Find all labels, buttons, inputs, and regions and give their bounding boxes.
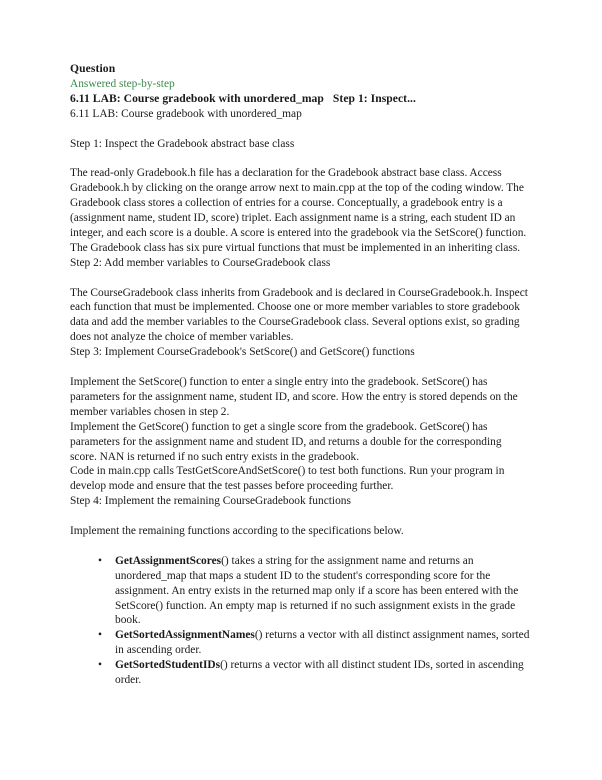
step3-body-2: Implement the GetScore() function to get a single score from the gradebook. GetScore() has parameters for the assignment name and student ID, and returns a double for the corresponding score. NAN is returned if no such entry exists in the gradebook. [70,420,505,463]
step3-heading: Step 3: Implement CourseGradebook's SetScore() and GetScore() functions [70,346,415,359]
list-item [70,658,530,688]
step1-extra: The Gradebook class has six pure virtual functions that must be implemented in an inheriting class. [70,241,521,254]
function-suffix: () [220,659,228,672]
step1-heading: Step 1: Inspect the Gradebook abstract base class [70,137,295,150]
function-name: GetSortedStudentIDs [115,659,221,672]
list-item-text [115,628,533,658]
function-description: takes a string for the assignment name and returns an unordered_map that maps a student ID to the student's corresponding score for the assignment. An entry exists in the returned map only if a score has been entered with the SetScore() function. An empty map is returned if no such assignment exists in the grade book. [115,554,522,627]
function-suffix: () [221,554,229,567]
spacer [70,539,530,554]
function-name: GetSortedAssignmentNames [115,629,255,642]
list-item-text [115,554,530,629]
lab-subtitle: 6.11 LAB: Course gradebook with unordered_map [70,107,302,120]
function-description: returns a vector with all distinct student IDs, sorted in ascending order. [115,659,527,687]
function-spec-list [70,554,533,688]
bullet-icon: • [98,554,102,567]
step4-body: Implement the remaining functions according to the specifications below. [70,525,404,538]
step2-heading: Step 2: Add member variables to CourseGradebook class [70,256,331,269]
step1-body: The read-only Gradebook.h file has a declaration for the Gradebook abstract base class. Access Gradebook.h by clicking on the orange arrow next to main.cpp at the top of the coding window. The Gradebook class stores a collection of entries for a course. Conceptually, a gradebook entry is a (assignment name, student ID, score) triplet. Each assignment name is a string, each student ID an integer, and each score is a double. A score is entered into the gradebook via the SetScore() function. [70,167,527,239]
lab-heading [70,92,530,107]
function-name: GetAssignmentScores [115,554,222,567]
bullet-icon: • [98,659,102,672]
lab-heading-main: 6.11 LAB: Course gradebook with unordered_map [70,91,324,105]
document-body [70,62,533,688]
list-item [70,554,530,629]
spacer [70,509,530,524]
question-label: Question [70,62,116,75]
spacer [70,151,530,166]
list-item [70,628,533,658]
lab-heading-step: Step 1: Inspect... [332,91,416,105]
spacer [70,122,530,137]
function-description: returns a vector with all distinct assignment names, sorted in ascending order. [115,629,533,657]
spacer [70,271,530,286]
bullet-icon: • [98,629,102,642]
answered-status: Answered step-by-step [70,77,175,90]
step3-body-3: Code in main.cpp calls TestGetScoreAndSetScore() to test both functions. Run your program in develop mode and ensure that the test passes before proceeding further. [70,465,508,493]
step4-heading: Step 4: Implement the remaining CourseGradebook functions [70,495,351,508]
spacer [70,360,530,375]
function-suffix: () [254,629,263,642]
step3-body-1: Implement the SetScore() function to enter a single entry into the gradebook. SetScore() has parameters for the assignment name, student ID, and score. How the entry is stored depends on the member variables chosen in step 2. [70,375,521,418]
step2-body: The CourseGradebook class inherits from Gradebook and is declared in CourseGradebook.h. Inspect each function that must be implemented. Choose one or more member variables to store gradebook data and add the member variables to the CourseGradebook class. Several options exist, so grading does not analyze the choice of member variables. [70,286,531,344]
list-item-text [115,658,530,688]
